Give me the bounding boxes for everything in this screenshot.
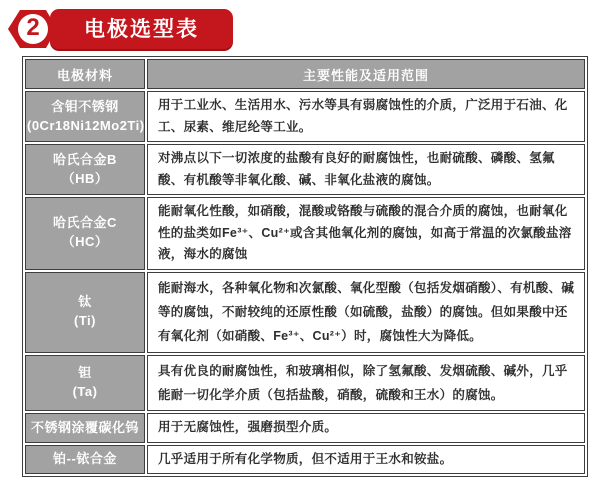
table-row	[25, 197, 585, 270]
description-cell: 几乎适用于所有化学物质，但不适用于王水和铵盐。	[147, 445, 585, 475]
header-material: 电极材料	[25, 59, 145, 89]
material-name: 含钼不锈钢	[51, 98, 119, 114]
material-code: (0Cr18Ni12Mo2Ti)	[27, 117, 145, 133]
material-code: (Ti)	[74, 313, 96, 329]
material-cell	[25, 144, 145, 195]
material-name: 哈氏合金C	[53, 215, 117, 231]
electrode-selection-table	[22, 56, 588, 477]
material-cell	[25, 445, 145, 475]
material-cell	[25, 413, 145, 443]
description-cell: 对沸点以下一切浓度的盐酸有良好的耐腐蚀性，也耐硫酸、磷酸、氢氟酸、有机酸等非氧化酸、碱、非氧化盐液的腐蚀。	[147, 144, 585, 195]
material-cell	[25, 272, 145, 353]
material-code: (Ta)	[72, 384, 98, 399]
table-header-row	[25, 59, 585, 89]
table-row	[25, 445, 585, 475]
material-code: （HB）	[61, 170, 109, 186]
page-title: 电极选型表	[50, 9, 233, 49]
header-performance: 主要性能及适用范围	[147, 59, 585, 89]
material-cell	[25, 91, 145, 142]
description-cell: 具有优良的耐腐蚀性，和玻璃相似，除了氢氟酸、发烟硫酸、碱外，几乎能耐一切化学介质（包括盐酸，硝酸，硫酸和王水）的腐蚀。	[147, 355, 585, 412]
table-row	[25, 144, 585, 195]
title-bar	[6, 7, 233, 51]
material-name: 哈氏合金B	[53, 151, 117, 167]
material-code: （HC）	[61, 234, 109, 250]
table-row	[25, 413, 585, 443]
description-cell: 能耐海水，各种氧化物和次氯酸、氧化型酸（包括发烟硝酸）、有机酸、碱等的腐蚀，不耐较纯的还原性酸（如硫酸，盐酸）的腐蚀。但如果酸中还有氧化剂（如硝酸、Fe³⁺、Cu²⁺）时，腐蚀性大为降低。	[147, 272, 585, 353]
material-cell	[25, 355, 145, 412]
number-badge	[6, 7, 58, 51]
table-row	[25, 91, 585, 142]
description-cell: 用于无腐蚀性，强磨损型介质。	[147, 413, 585, 443]
material-name: 铂--铱合金	[53, 451, 117, 467]
description-cell: 能耐氧化性酸，如硝酸，混酸或铬酸与硫酸的混合介质的腐蚀，也耐氧化性的盐类如Fe³⁺、Cu²⁺或含其他氧化剂的腐蚀，如高于常温的次氯酸盐溶液，海水的腐蚀	[147, 197, 585, 270]
material-name: 钛	[78, 294, 92, 310]
material-name: 钽	[78, 365, 92, 381]
description-cell: 用于工业水、生活用水、污水等具有弱腐蚀性的介质，广泛用于石油、化工、尿素、维尼纶等工业。	[147, 91, 585, 142]
material-cell	[25, 197, 145, 270]
table-row	[25, 272, 585, 353]
badge-number: 2	[26, 14, 40, 42]
material-name: 不锈钢涂覆碳化钨	[30, 419, 139, 435]
table-row	[25, 355, 585, 412]
